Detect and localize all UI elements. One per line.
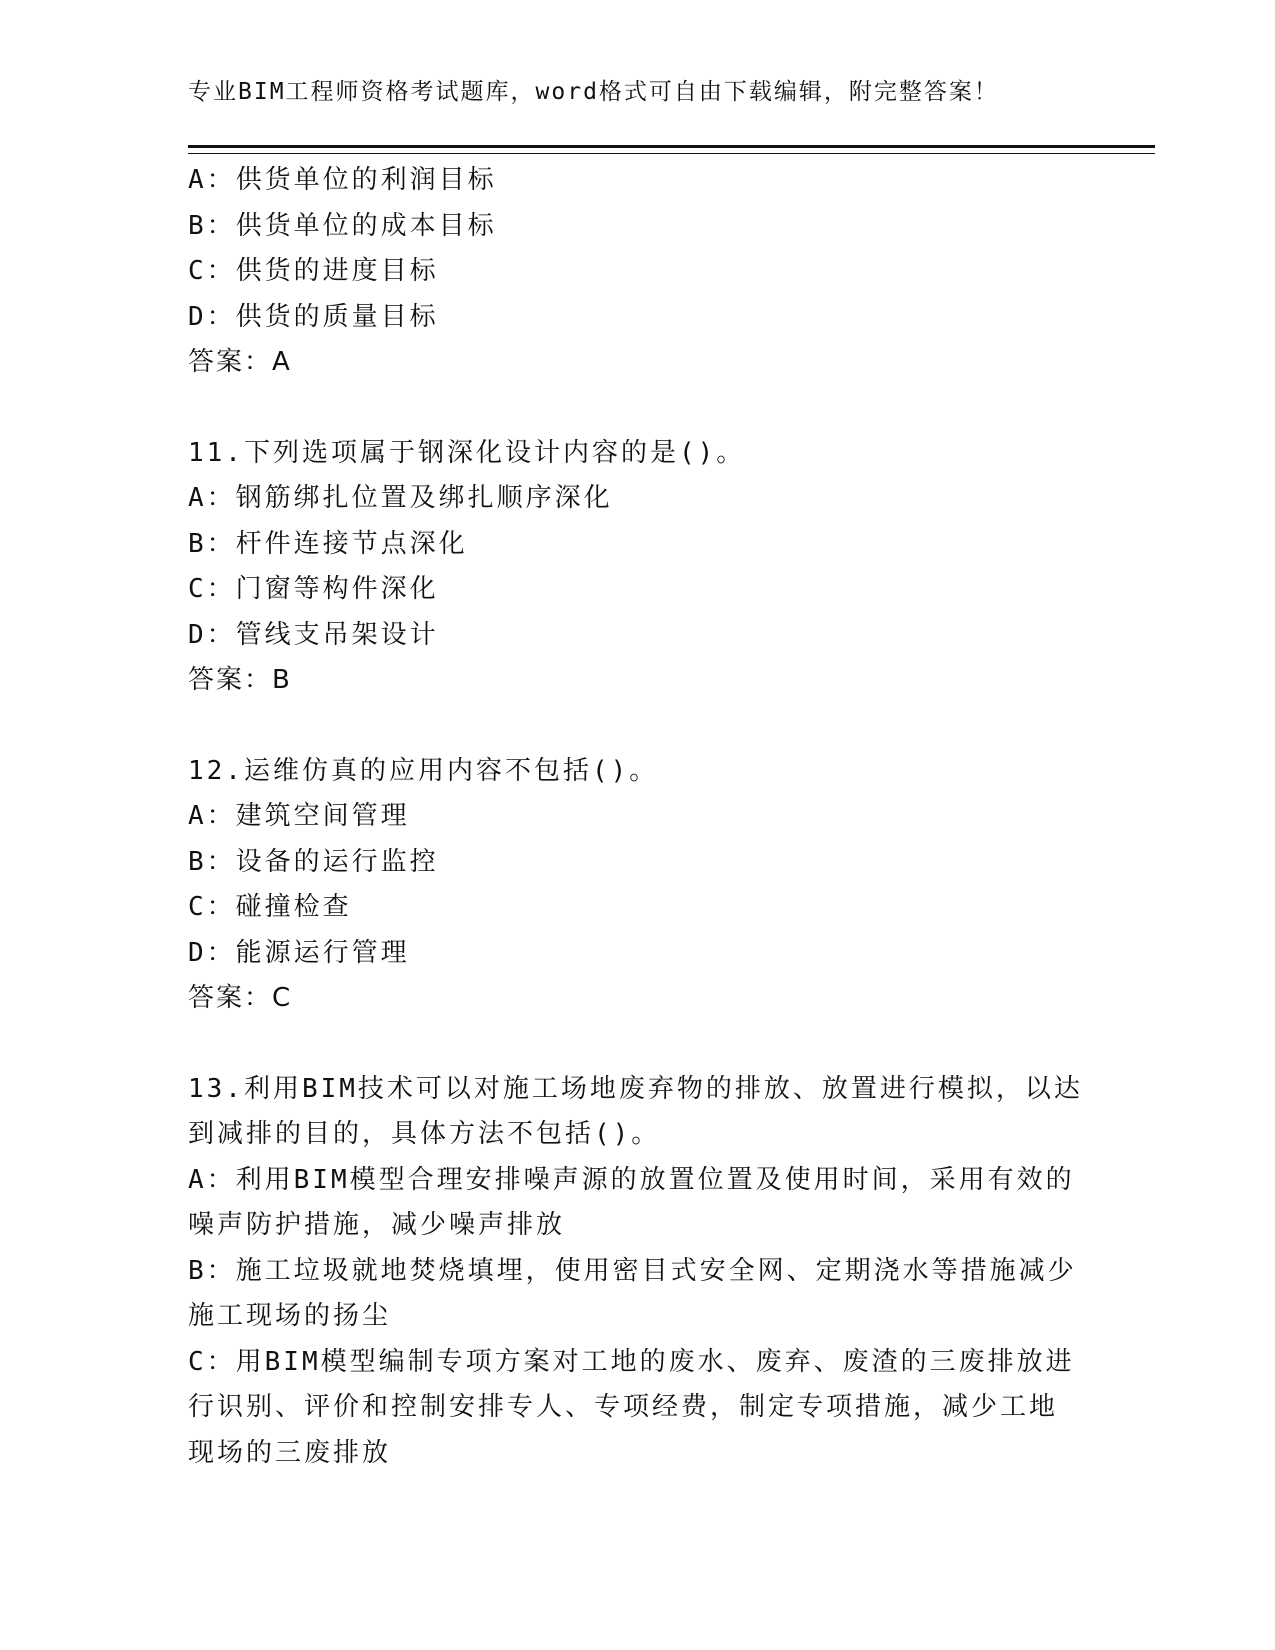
answer-line: 答案：A <box>188 347 292 377</box>
question-text: 11.下列选项属于钢深化设计内容的是()。 <box>188 437 746 468</box>
spacer <box>188 386 1088 431</box>
spacer <box>188 704 1088 749</box>
option-c: C：门窗等构件深化 <box>188 574 439 604</box>
option-a-line-2: 噪声防护措施，减少噪声排放 <box>188 1210 566 1240</box>
option-b: B：供货单位的成本目标 <box>188 210 497 241</box>
option-c-line-3: 现场的三废排放 <box>188 1437 392 1468</box>
answer-line: 答案：B <box>188 665 292 695</box>
option-c-line-2: 行识别、评价和控制安排专人、专项经费，制定专项措施，减少工地 <box>188 1392 1059 1422</box>
option-d: D：管线支吊架设计 <box>188 619 439 650</box>
question-block-10 <box>188 158 1088 386</box>
option-b-line-1: B：施工垃圾就地焚烧填埋，使用密目式安全网、定期浇水等措施减少 <box>188 1255 1077 1286</box>
question-text: 12.运维仿真的应用内容不包括()。 <box>188 755 659 786</box>
question-text-line-2: 到减排的目的，具体方法不包括()。 <box>188 1119 661 1149</box>
option-d: D：能源运行管理 <box>188 937 410 968</box>
option-c: C：供货的进度目标 <box>188 256 439 286</box>
answer-line: 答案：C <box>188 983 293 1013</box>
option-a: A：建筑空间管理 <box>188 801 410 831</box>
spacer <box>188 1022 1088 1067</box>
question-block-12 <box>188 749 1088 1022</box>
option-b: B：设备的运行监控 <box>188 846 439 877</box>
option-c: C：碰撞检查 <box>188 892 352 922</box>
option-b-line-2: 施工现场的扬尘 <box>188 1301 392 1331</box>
option-a: A：钢筋绑扎位置及绑扎顺序深化 <box>188 483 613 513</box>
option-c-line-1: C：用BIM模型编制专项方案对工地的废水、废弃、废渣的三废排放进 <box>188 1346 1075 1377</box>
option-a-line-1: A：利用BIM模型合理安排噪声源的放置位置及使用时间，采用有效的 <box>188 1164 1075 1195</box>
option-b: B：杆件连接节点深化 <box>188 528 468 559</box>
option-d: D：供货的质量目标 <box>188 301 439 332</box>
question-block-11 <box>188 431 1088 704</box>
question-block-13 <box>188 1067 1088 1477</box>
question-text-line-1: 13.利用BIM技术可以对施工场地废弃物的排放、放置进行模拟，以达 <box>188 1073 1083 1104</box>
page-header: 专业BIM工程师资格考试题库，word格式可自由下载编辑，附完整答案！ <box>188 79 999 105</box>
option-a: A：供货单位的利润目标 <box>188 165 497 195</box>
header-divider <box>188 145 1155 154</box>
question-content <box>188 158 1088 1476</box>
